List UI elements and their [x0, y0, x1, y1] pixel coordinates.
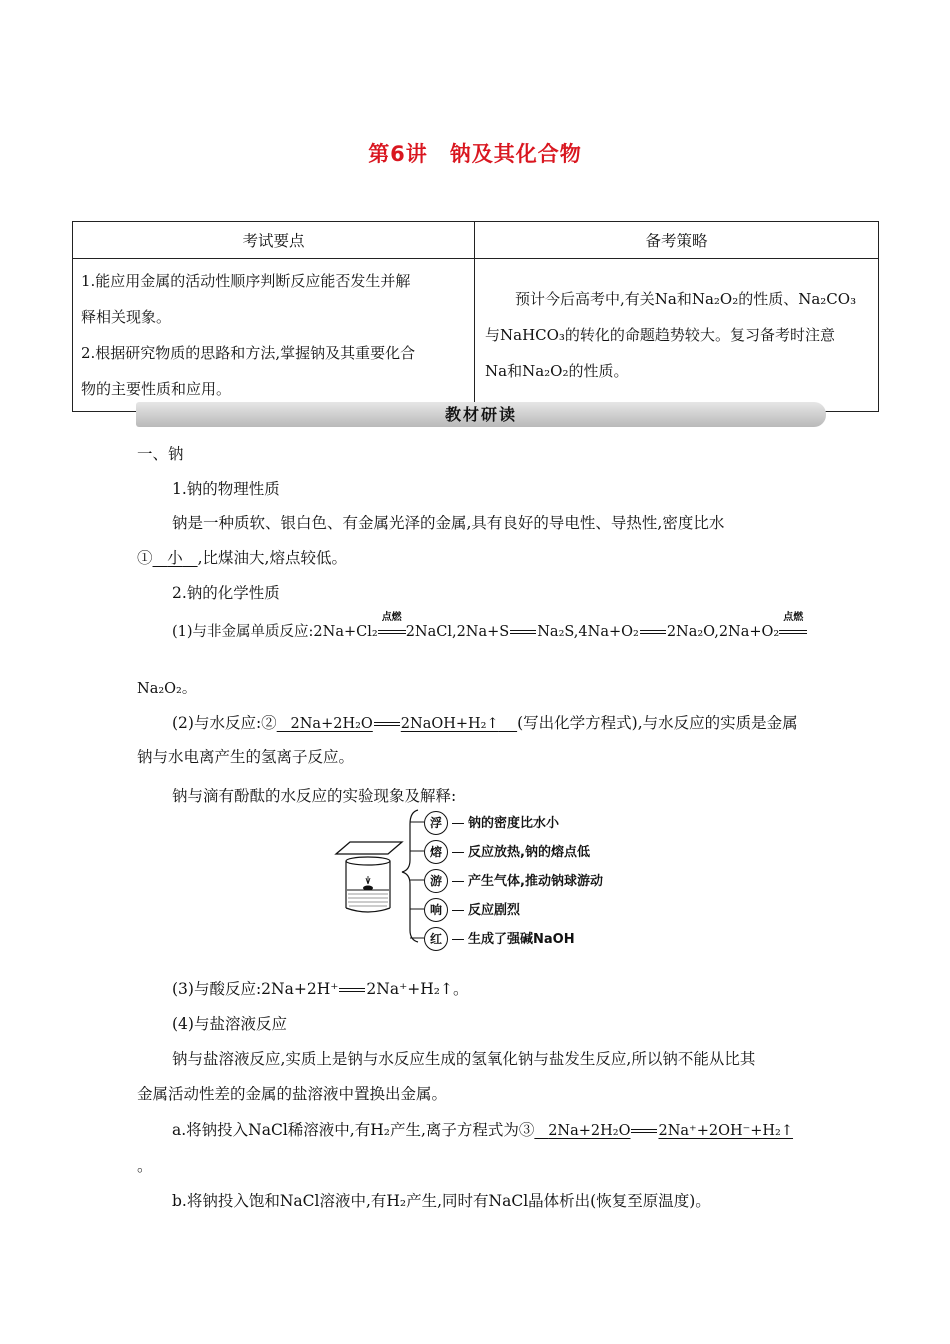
- page-title: 第6讲 钠及其化合物: [368, 142, 582, 166]
- paragraph-line: 金属活动性差的金属的盐溶液中置换出金属。: [137, 1085, 448, 1103]
- section-heading-sodium: 一、钠: [137, 445, 184, 463]
- phenomenon-float: 浮 钠的密度比水小: [424, 811, 559, 835]
- subheading-chemical-properties: 2.钠的化学性质: [172, 584, 280, 602]
- table-header-strategy: 备考策略: [475, 222, 879, 259]
- item-a-line: a.将钠投入NaCl稀溶液中,有H₂产生,离子方程式为③ 2Na+2H₂O 2Na⁺+2OH⁻+H₂↑: [172, 1121, 794, 1139]
- paragraph-line: 钠与盐溶液反应,实质上是钠与水反应生成的氢氧化钠与盐发生反应,所以钠不能从比其: [172, 1050, 756, 1068]
- reaction-salt-heading: (4)与盐溶液反应: [172, 1015, 287, 1033]
- paragraph-line: ① 小 ,比煤油大,熔点较低。: [137, 549, 347, 567]
- reaction-nonmetal-line: (1)与非金属单质反应:2Na+Cl₂ 点燃 2NaCl,2Na+S Na₂S,4Na+O₂ 2Na₂O,2Na+O₂ 点燃: [172, 620, 807, 641]
- exam-point-line: 物的主要性质和应用。: [81, 380, 232, 398]
- strategy-line: 预计今后高考中,有关Na和Na₂O₂的性质、Na₂CO₃: [515, 290, 857, 308]
- table-cell-exam-points: [73, 259, 475, 412]
- paragraph-line: 钠是一种质软、银白色、有金属光泽的金属,具有良好的导电性、导热性,密度比水: [172, 514, 725, 532]
- phenomena-intro: 钠与滴有酚酞的水反应的实验现象及解释:: [172, 787, 457, 805]
- exam-point-line: 2.根据研究物质的思路和方法,掌握钠及其重要化合: [81, 344, 416, 362]
- phenomenon-red: 红 生成了强碱NaOH: [424, 927, 575, 951]
- exam-point-line: 1.能应用金属的活动性顺序判断反应能否发生并解: [81, 272, 411, 290]
- item-a-end: 。: [137, 1157, 153, 1175]
- reaction-water-line: (2)与水反应:② 2Na+2H₂O 2NaOH+H₂↑ (写出化学方程式),与水反应的实质是金属: [172, 714, 798, 732]
- phenomenon-melt: 熔 反应放热,钠的熔点低: [424, 840, 590, 864]
- paragraph-line: 钠与水电离产生的氢离子反应。: [137, 748, 355, 766]
- table-cell-strategy: [475, 259, 879, 412]
- strategy-line: Na和Na₂O₂的性质。: [485, 362, 629, 380]
- exam-point-line: 释相关现象。: [81, 308, 172, 326]
- section-banner: 教材研读: [136, 402, 826, 427]
- strategy-line: 与NaHCO₃的转化的命题趋势较大。复习备考时注意: [485, 326, 835, 344]
- phenomenon-sound: 响 反应剧烈: [424, 898, 520, 922]
- requirements-table: [72, 221, 879, 412]
- subheading-physical-properties: 1.钠的物理性质: [172, 480, 280, 498]
- table-header-exam-points: 考试要点: [73, 222, 475, 259]
- reaction-nonmetal-product: Na₂O₂。: [137, 681, 197, 697]
- blank-answer: 小: [167, 549, 183, 567]
- beaker-diagram: [330, 806, 424, 946]
- item-b-line: b.将钠投入饱和NaCl溶液中,有H₂产生,同时有NaCl晶体析出(恢复至原温度)。: [172, 1192, 711, 1210]
- reaction-acid-line: (3)与酸反应:2Na+2H⁺ 2Na⁺+H₂↑。: [172, 980, 469, 998]
- phenomenon-swim: 游 产生气体,推动钠球游动: [424, 869, 603, 893]
